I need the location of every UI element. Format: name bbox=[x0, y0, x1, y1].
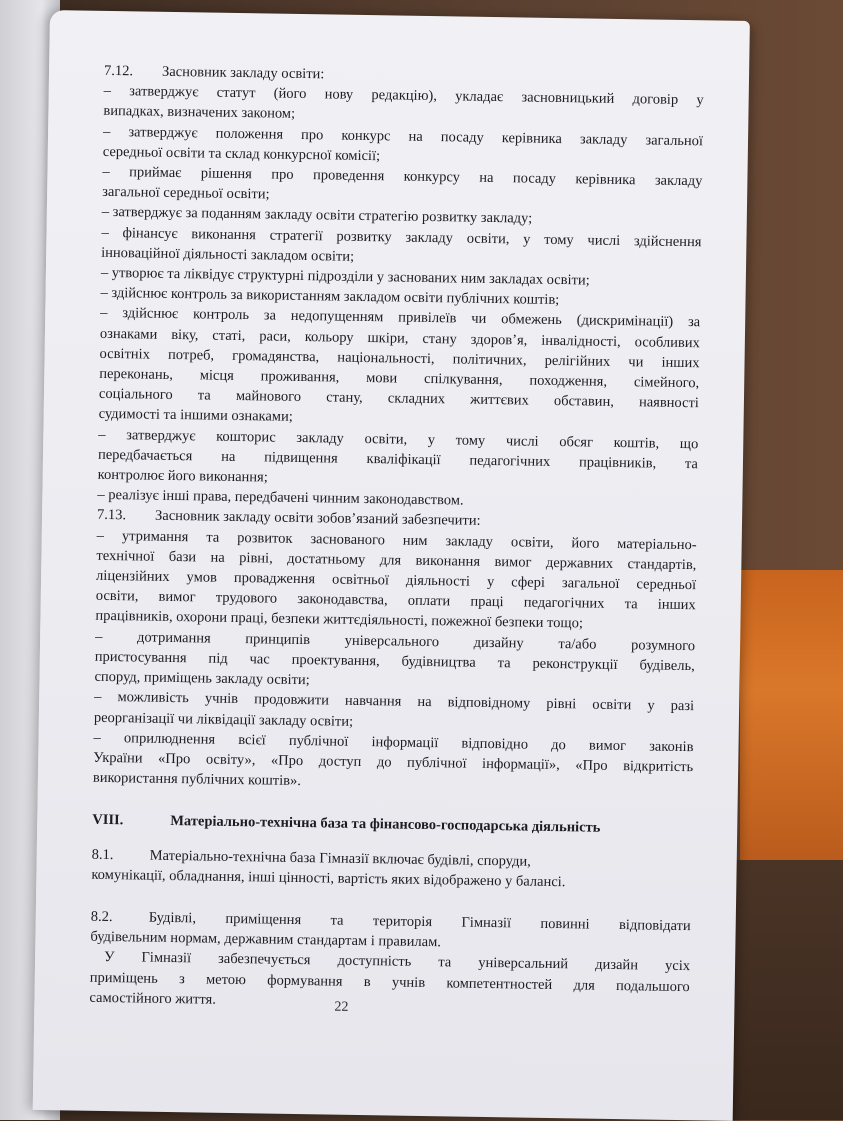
line-text: Матеріально-технічна база Гімназії включає будівлі, споруди, bbox=[149, 847, 531, 870]
line-text: – затверджує статут (його нову редакцію), укладає засновницький договір у bbox=[103, 83, 704, 109]
line-text: – здійснює контроль за використанням закладом освіти публічних коштів; bbox=[100, 285, 560, 309]
line-text: контролює його виконання; bbox=[97, 466, 268, 486]
section-7-12 bbox=[97, 61, 704, 515]
line-text: У Гімназії забезпечується доступність та універсальний дизайн усіх bbox=[104, 949, 691, 975]
line-text: – утворює та ліквідує структурні підрозділи у заснованих ним закладах освіти; bbox=[100, 264, 590, 289]
line-text: ознаками віку, статі, раси, кольору шкіри, стану здоров’я, інвалідності, особливих bbox=[99, 325, 700, 351]
section-7-13 bbox=[93, 505, 697, 797]
line-text: будівельним нормам, державним стандартам і правилам. bbox=[90, 928, 442, 951]
paragraph-number: 7.12. bbox=[103, 62, 134, 80]
line-text: працівників, охорони праці, безпеки життєдіяльності, пожежної безпеки тощо; bbox=[95, 608, 584, 632]
line-text: передбачається на підвищення кваліфікації педагогічних працівників, та bbox=[97, 446, 699, 473]
line-text: реорганізації чи ліквідації закладу освіти; bbox=[93, 709, 354, 730]
line-text: освіти, вимог трудового законодавства, оплати праці педагогічних та інших bbox=[95, 588, 696, 614]
line-text: Засновник закладу освіти зобов’язаний забезпечити: bbox=[154, 508, 481, 530]
line-text: використання публічних коштів». bbox=[92, 769, 302, 790]
line-text: комунікації, обладнання, інші цінності, вартість яких відображено у балансі. bbox=[91, 866, 566, 890]
line-text: освітніх потреб, громадянства, національності, політичних, релігійних чи інших bbox=[99, 345, 700, 372]
line-text: технічної бази на рівні, достатньому для виконання вимог державних стандартів, bbox=[96, 547, 697, 574]
line-text: – приймає рішення про проведення конкурсу на посаду керівника закладу bbox=[102, 163, 703, 190]
line-text: соціального та майнового стану, складних життєвих обставин, наявності bbox=[98, 386, 700, 412]
line-text: пристосування під час проектування, будівництва та реконструкції будівель, bbox=[94, 648, 695, 675]
paragraph-number: 8.2. bbox=[90, 908, 113, 926]
line-text: – затверджує кошторис закладу освіти, у тому числі обсяг коштів, що bbox=[98, 426, 699, 452]
document-page bbox=[33, 10, 750, 1121]
line-text: споруд, приміщень закладу освіти; bbox=[94, 668, 310, 689]
line-text: – затверджує положення про конкурс на посаду керівника закладу загальної bbox=[102, 123, 704, 149]
line-text: інноваційної діяльності закладом освіти; bbox=[101, 244, 355, 265]
line-text: середньої освіти та склад конкурсної комісії; bbox=[102, 143, 381, 165]
section-heading-title: Матеріально-технічна база та фінансово-господарська діяльність bbox=[170, 813, 601, 837]
paragraph-number: 8.1. bbox=[91, 846, 114, 863]
line-text: приміщень з метою формування в учнів компетентностей для подальшого bbox=[89, 969, 690, 995]
line-text: – дотримання принципів універсального дизайну та/або розумного bbox=[95, 628, 696, 654]
line-text: – затверджує за поданням закладу освіти стратегію розвитку закладу; bbox=[101, 204, 533, 228]
wooden-surface bbox=[740, 570, 843, 870]
line-text: – можливість учнів продовжити навчання на відповідному рівні освіти у разі bbox=[94, 689, 695, 715]
line-text: – фінансує виконання стратегії розвитку закладу освіти, у тому числі здійснення bbox=[101, 224, 702, 250]
line-text: випадках, визначених законом; bbox=[103, 103, 296, 123]
page-number: 22 bbox=[334, 999, 349, 1015]
line-text: – оприлюднення всієї публічної інформації відповідно до вимог законів bbox=[93, 729, 694, 755]
section-8-2 bbox=[89, 907, 691, 1017]
line-text: ліцензійних умов провадження освітньої діяльності у сфері загальної середньої bbox=[95, 567, 697, 594]
floor-background bbox=[730, 860, 843, 1120]
section-heading-number: VIII. bbox=[92, 812, 124, 829]
line-text: загальної середньої освіти; bbox=[102, 184, 270, 203]
line-text: переконань, місця проживання, мови спілкування, походження, сімейного, bbox=[99, 365, 700, 392]
line-text: Засновник закладу освіти: bbox=[161, 63, 325, 83]
paragraph-number: 7.13. bbox=[96, 507, 127, 524]
line-text: судимості та іншими ознаками; bbox=[98, 406, 293, 426]
line-text: – утримання та розвиток заснованого ним закладу освіти, його матеріально- bbox=[96, 527, 697, 553]
page-content bbox=[89, 61, 704, 1017]
line-text: – реалізує інші права, передбачені чинним законодавством. bbox=[97, 487, 464, 509]
line-text: – здійснює контроль за недопущенням привілеїв чи обмежень (дискримінації) за bbox=[100, 305, 701, 331]
line-text: Будівлі, приміщення та територія Гімназії повинні відповідати bbox=[148, 909, 691, 935]
line-text: України «Про освіту», «Про доступ до публічної інформації», «Про відкритість bbox=[93, 749, 694, 776]
line-text: самостійного життя. bbox=[89, 989, 217, 1008]
